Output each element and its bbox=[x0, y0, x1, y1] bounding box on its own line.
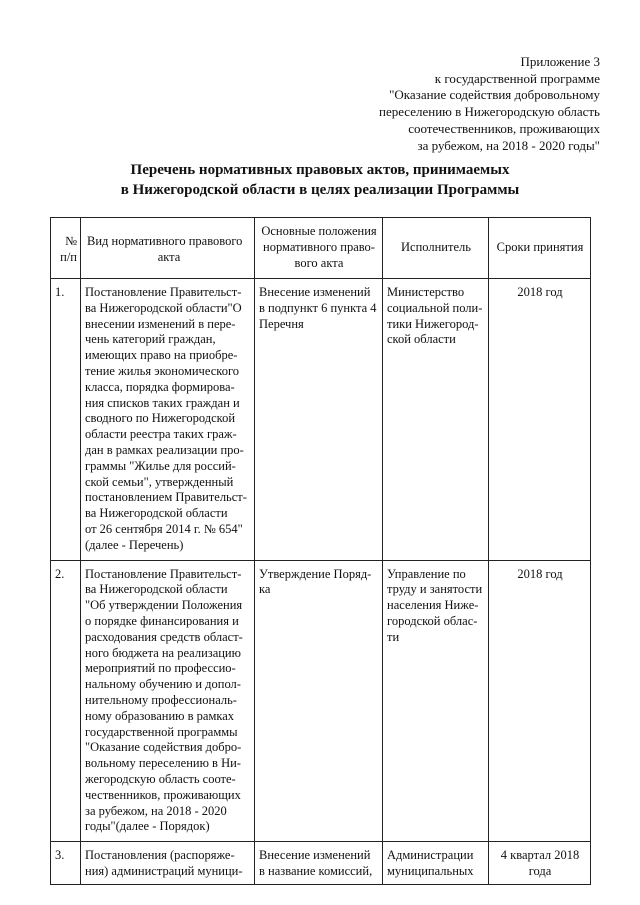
appendix-line: "Оказание содействия добровольному bbox=[389, 87, 600, 103]
row-number: 1. bbox=[51, 279, 81, 561]
appendix-block bbox=[260, 54, 600, 154]
title-line-2: в Нижегородской области в целях реализации Программы bbox=[120, 182, 520, 198]
row-content: Внесение изменений в подпункт 6 пункта 4 Перечня bbox=[255, 279, 383, 561]
row-executor: Министерство социальной поли- тики Нижегород- ской области bbox=[383, 279, 489, 561]
appendix-line: к государственной программе bbox=[434, 70, 600, 86]
table-header-row bbox=[51, 218, 591, 279]
row-act-type: Постановления (распоряже- ния) администраций муници- bbox=[81, 842, 255, 885]
row-term: 4 квартал 2018 года bbox=[489, 842, 591, 885]
header-num: № п/п bbox=[51, 218, 81, 279]
row-number: 2. bbox=[51, 560, 81, 842]
row-executor: Администрации муниципальных bbox=[383, 842, 489, 885]
appendix-line: соотечественников, проживающих bbox=[408, 120, 600, 136]
title-line-1: Перечень нормативных правовых актов, принимаемых bbox=[130, 162, 510, 178]
row-act-type: Постановление Правительст- ва Нижегородской области "Об утверждении Положения о порядке финансирования и расходования средств област- ного бюджета на реализацию мероприятий по профессио- нальному обучению и допол- нительному профессиональ- ному образованию в рамках государственной программы "Оказание содействия добро- вольному переселению в Ни- жегородскую область соотe- чественников, проживающих за рубежом, на 2018 - 2020 годы"(далее - Порядок) bbox=[81, 560, 255, 842]
header-act-type: Вид нормативного правового акта bbox=[81, 218, 255, 279]
appendix-line: за рубежом, на 2018 - 2020 годы" bbox=[417, 137, 600, 153]
page-title bbox=[0, 160, 640, 200]
appendix-line: Приложение 3 bbox=[520, 54, 600, 69]
row-number: 3. bbox=[51, 842, 81, 885]
row-term: 2018 год bbox=[489, 560, 591, 842]
header-executor: Исполнитель bbox=[383, 218, 489, 279]
header-term: Сроки принятия bbox=[489, 218, 591, 279]
row-content: Внесение изменений в название комиссий, bbox=[255, 842, 383, 885]
header-content: Основные положения нормативного право- вого акта bbox=[255, 218, 383, 279]
row-term: 2018 год bbox=[489, 279, 591, 561]
row-executor: Управление по труду и занятости населения Ниже- городской облас- ти bbox=[383, 560, 489, 842]
table-row bbox=[51, 279, 591, 561]
row-content: Утверждение Поряд- ка bbox=[255, 560, 383, 842]
appendix-line: переселению в Нижегородскую область bbox=[378, 104, 600, 120]
row-act-type: Постановление Правительст- ва Нижегородской области"О внесении изменений в пере- чень категорий граждан, имеющих право на приобре- тение жилья экономического класса, порядка формирова- ния списков таких граждан и сводного по Нижегородской области реестра таких граж- дан в рамках реализации про- граммы "Жилье для россий- ской семьи", утвержденный постановлением Правительст- ва Нижегородской области от 26 сентября 2014 г. № 654" (далее - Перечень) bbox=[81, 279, 255, 561]
acts-table bbox=[50, 217, 591, 885]
table-row bbox=[51, 842, 591, 885]
table-row bbox=[51, 560, 591, 842]
